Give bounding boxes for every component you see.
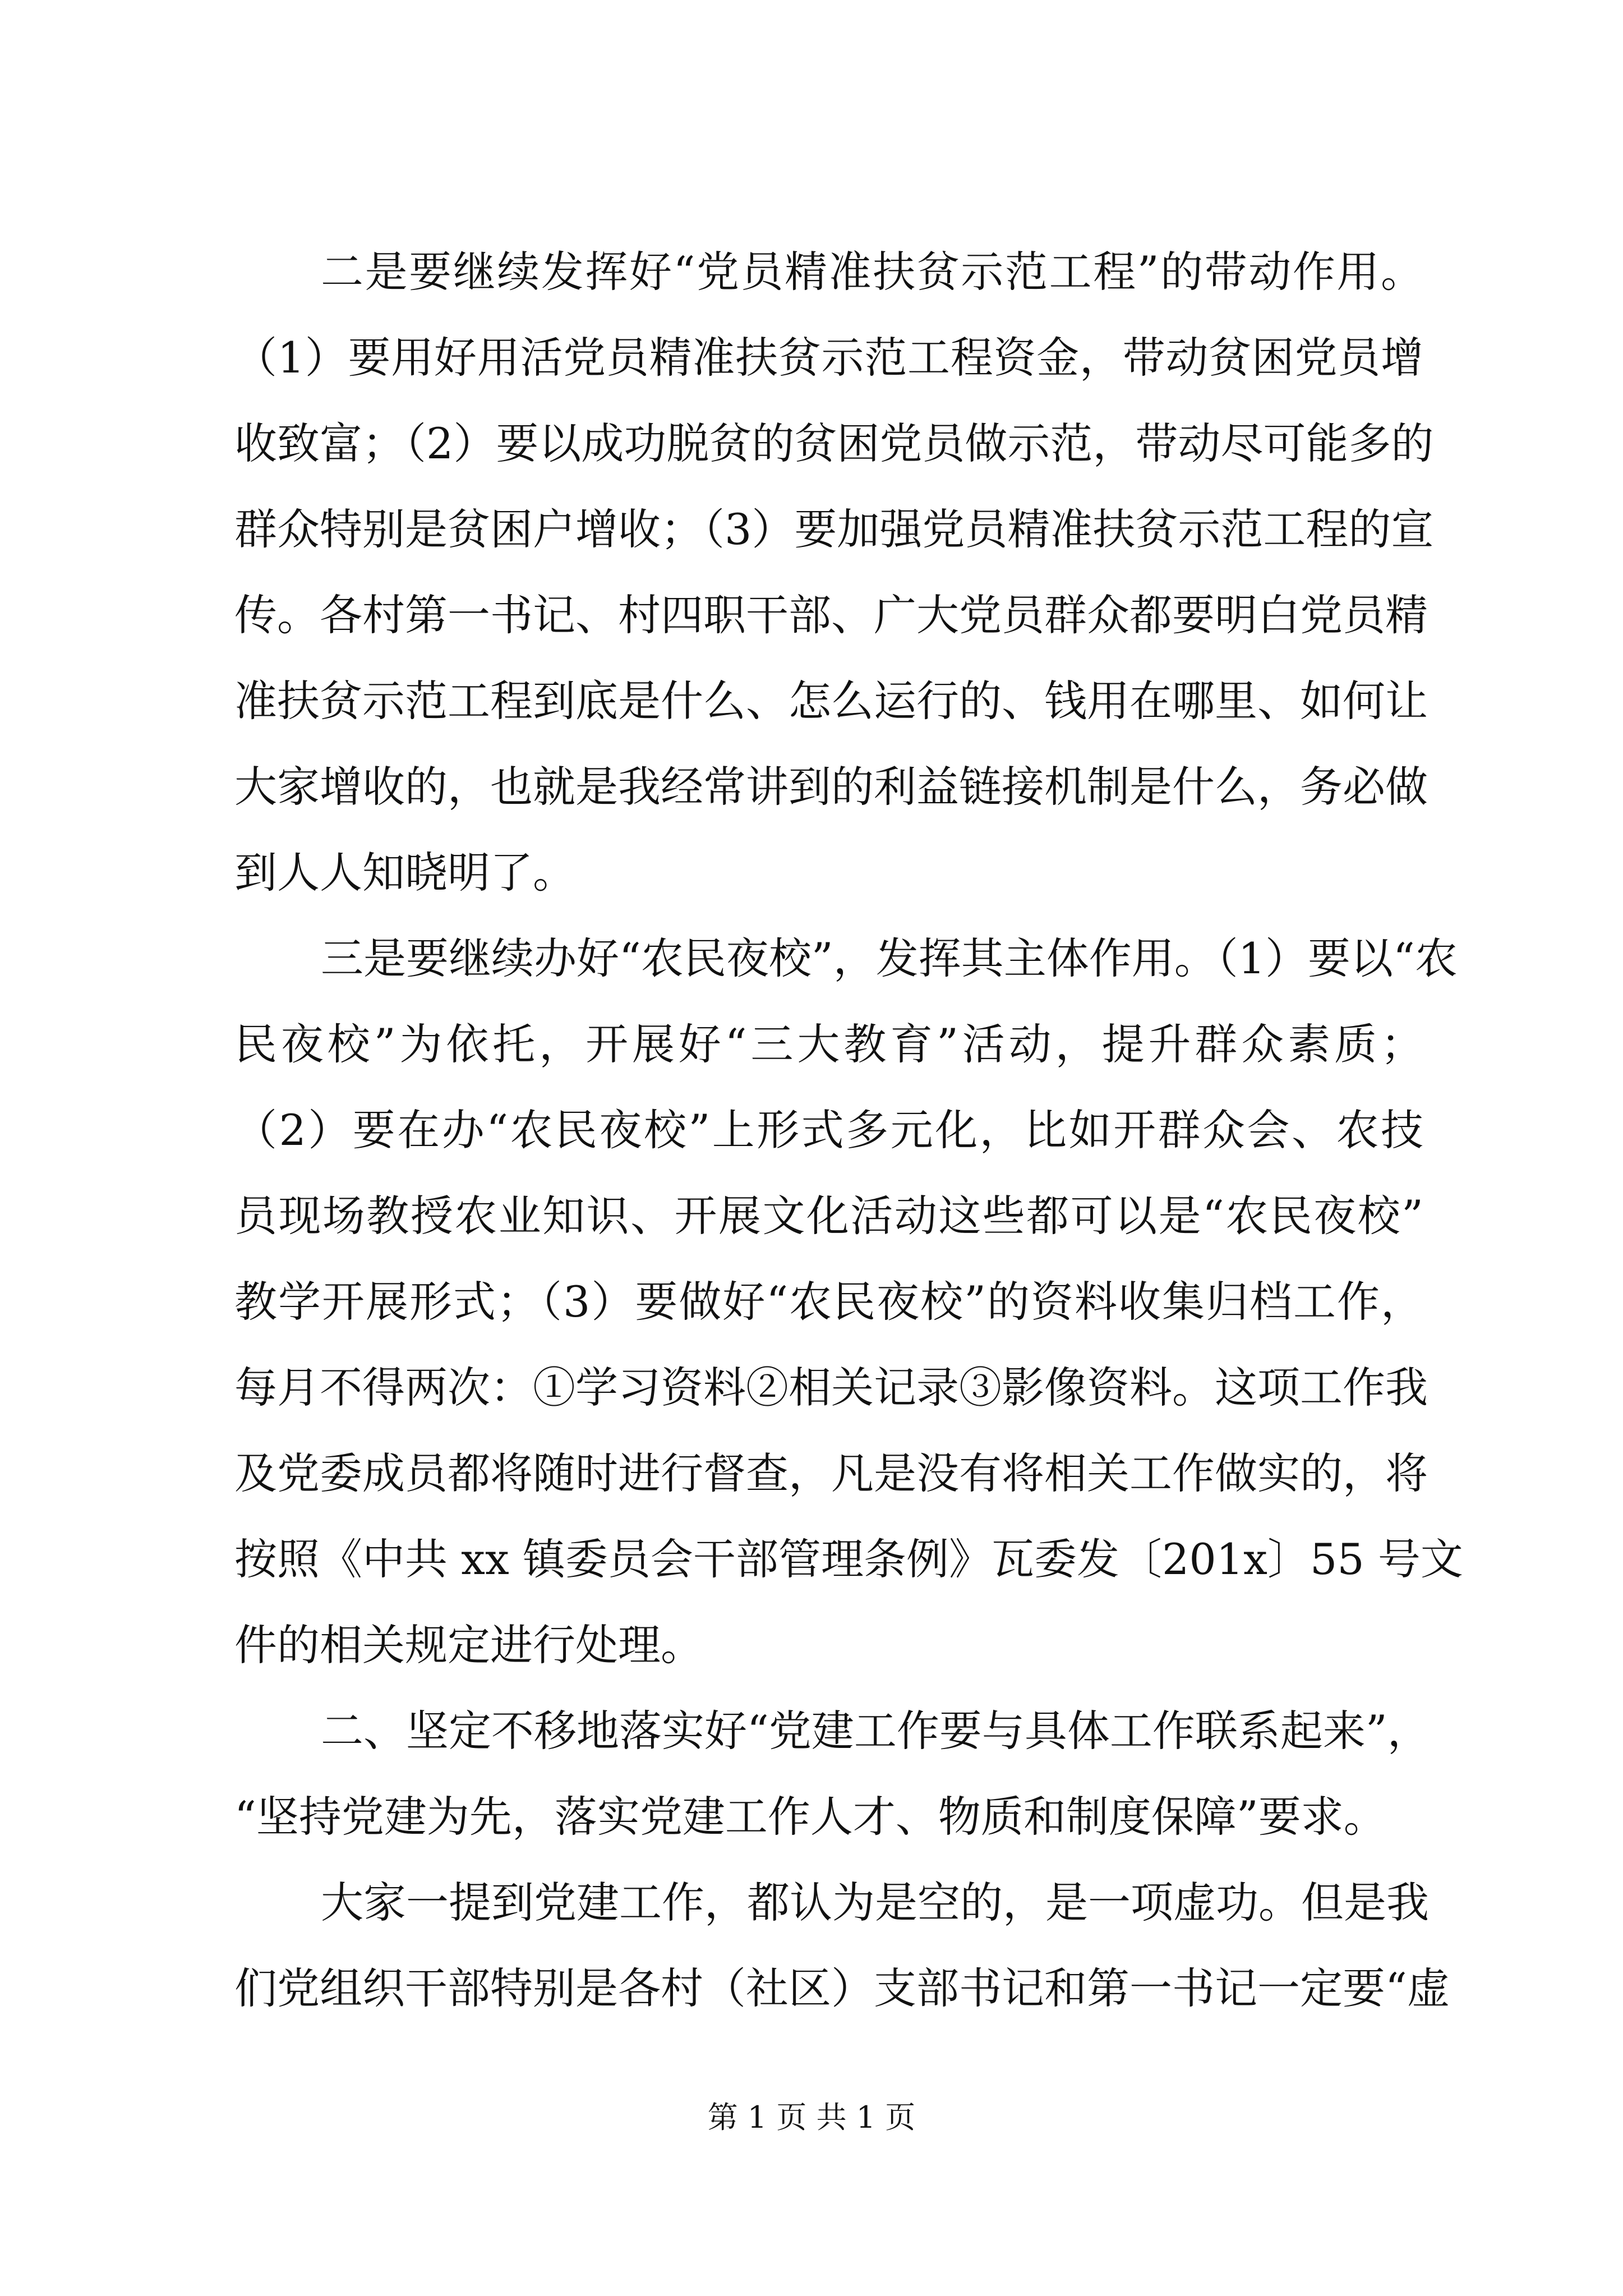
paragraph-line: 大家一提到党建工作，都认为是空的，是一项虚功。但是我 <box>321 1878 1429 1927</box>
paragraph-line: 二是要继续发挥好“党员精准扶贫示范工程”的带动作用。 <box>321 247 1423 297</box>
paragraph-line: 件的相关规定进行处理。 <box>234 1620 703 1670</box>
section-heading-line: 二、坚定不移地落实好“党建工作要与具体工作联系起来”， <box>321 1706 1430 1756</box>
section-heading-line: “坚持党建为先，落实党建工作人才、物质和制度保障”要求。 <box>234 1792 1386 1842</box>
paragraph-line: 员现场教授农业知识、开展文化活动这些都可以是“农民夜校” <box>234 1191 1423 1241</box>
paragraph-line: （1）要用好用活党员精准扶贫示范工程资金，带动贫困党员增 <box>234 333 1423 383</box>
paragraph-line: 按照《中共 xx 镇委员会干部管理条例》瓦委发〔201x〕55 号文 <box>234 1534 1463 1584</box>
paragraph-line: 到人人知晓明了。 <box>234 848 575 898</box>
paragraph-line: （2）要在办“农民夜校”上形式多元化，比如开群众会、农技 <box>234 1105 1423 1155</box>
paragraph-line: 民夜校”为依托，开展好“三大教育”活动，提升群众素质； <box>234 1019 1423 1069</box>
paragraph-line: 们党组织干部特别是各村（社区）支部书记和第一书记一定要“虚 <box>234 1963 1450 2013</box>
paragraph-line: 三是要继续办好“农民夜校”，发挥其主体作用。（1）要以“农 <box>321 933 1458 983</box>
paragraph-line: 群众特别是贫困户增收；（3）要加强党员精准扶贫示范工程的宣 <box>234 504 1434 554</box>
paragraph-line: 准扶贫示范工程到底是什么、怎么运行的、钱用在哪里、如何让 <box>234 676 1428 726</box>
paragraph-line: 教学开展形式；（3）要做好“农民夜校”的资料收集归档工作， <box>234 1277 1423 1327</box>
paragraph-line: 收致富；（2）要以成功脱贫的贫困党员做示范，带动尽可能多的 <box>234 418 1434 468</box>
paragraph-line: 传。各村第一书记、村四职干部、广大党员群众都要明白党员精 <box>234 590 1428 640</box>
page-footer: 第 1 页 共 1 页 <box>707 2100 916 2135</box>
paragraph-line: 及党委成员都将随时进行督查，凡是没有将相关工作做实的，将 <box>234 1448 1428 1498</box>
paragraph-line: 每月不得两次：①学习资料②相关记录③影像资料。这项工作我 <box>234 1363 1428 1412</box>
paragraph-line: 大家增收的，也就是我经常讲到的利益链接机制是什么，务必做 <box>234 762 1428 812</box>
document-body <box>234 229 1463 2031</box>
